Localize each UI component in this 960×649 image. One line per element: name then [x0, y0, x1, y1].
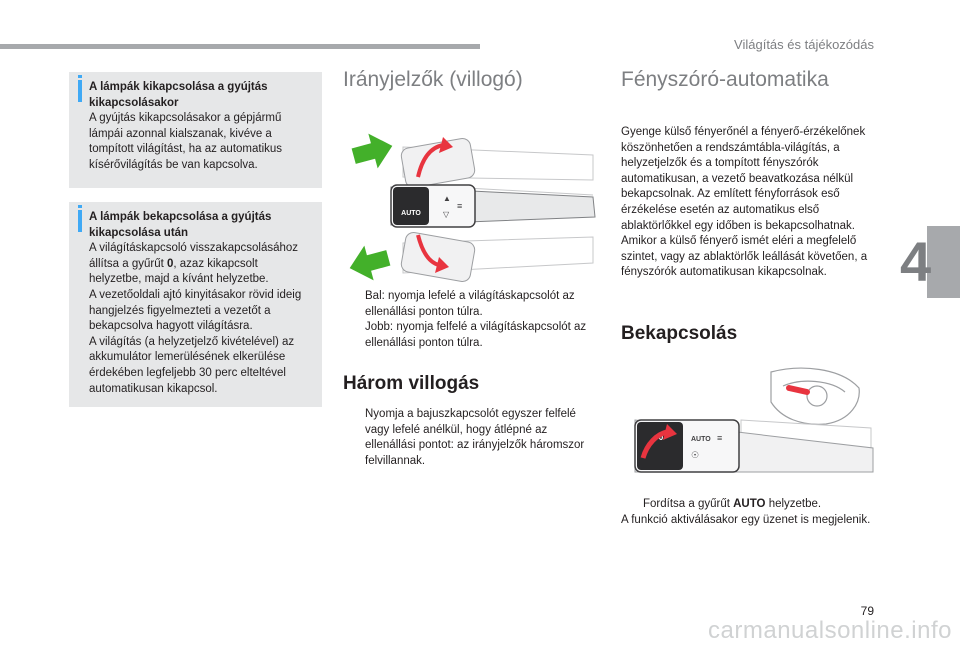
info-box-lights-off [69, 72, 322, 188]
arrow-left-green [345, 240, 393, 285]
bullet-right: Jobb: nyomja felfelé a világításkapcsolót az ellenállási ponton túlra. [365, 321, 587, 349]
info-box-lights-on [69, 202, 322, 407]
switch-on-instructions [621, 497, 876, 528]
auto-headlights-text-1: Gyenge külső fényerőnél a fényerő-érzékelőnek köszönhetően a rendszámtábla-világítás, a helyzetjelzők és a tompított fényszórók automatikusan, a vezető beavatkozása nélkül bekapcsolnak. Az említett fényforrások eső érzékelése esetén az automatikus első ablaktörlőkkel egy időben is bekapcsolhatnak. [621, 126, 866, 232]
chapter-number: 4 [900, 230, 932, 293]
bullet-turn-ring: Fordítsa a gyűrűt AUTO helyzetbe. [643, 498, 822, 510]
info-box-text-1: A világításkapcsoló visszakapcsolásához állítsa a gyűrűt 0, azaz kikapcsolt helyzetbe, majd a kívánt helyzetbe. [89, 242, 299, 286]
bullet-left: Bal: nyomja lefelé a világításkapcsolót az ellenállási ponton túlra. [365, 290, 575, 318]
info-icon [78, 210, 82, 232]
stalk-red-marker [789, 388, 807, 392]
svg-text:≡: ≡ [457, 201, 463, 211]
info-icon-dot [78, 75, 82, 78]
svg-text:▽: ▽ [443, 210, 450, 219]
svg-text:0: 0 [658, 433, 664, 442]
arrow-right-green [349, 128, 397, 173]
top-rule [0, 44, 480, 49]
info-box-text: A gyújtás kikapcsolásakor a gépjármű lámpái azonnal kialszanak, kivéve a tompított világítást, ha az automatikus kísérővilágítás be van kapcsolva. [89, 112, 283, 171]
info-box-title: A lámpák kikapcsolása a gyújtás kikapcsolásakor [89, 81, 268, 109]
three-flashes-instructions [343, 407, 598, 469]
svg-text:≡: ≡ [717, 433, 723, 443]
info-box-title: A lámpák bekapcsolása a gyújtás kikapcsolása után [89, 211, 272, 239]
page-number: 79 [860, 604, 874, 618]
info-icon-dot [78, 205, 82, 208]
activation-message-note: A funkció aktiválásakor egy üzenet is megjelenik. [621, 513, 871, 526]
heading-turn-signals: Irányjelzők (villogó) [343, 68, 523, 91]
turn-signal-stalk-illustration [343, 125, 605, 295]
auto-label: AUTO [691, 436, 711, 443]
section-title: Világítás és tájékozódás [734, 37, 874, 52]
info-icon [78, 80, 82, 102]
svg-text:▲: ▲ [443, 194, 451, 203]
auto-ring-illustration [621, 362, 876, 492]
svg-text:☉: ☉ [691, 450, 700, 460]
auto-headlights-description [621, 125, 876, 281]
heading-three-flashes: Három villogás [343, 373, 480, 394]
turn-signal-instructions [343, 289, 598, 351]
auto-label: AUTO [401, 210, 421, 217]
info-box-text-3: A világítás (a helyzetjelző kivételével) az akkumulátor lemerülésének elkerülése érdekében legfeljebb 30 perc elteltével automatikusan kikapcsol. [89, 335, 295, 395]
auto-headlights-text-2: Amikor a külső fényerő ismét eléri a megfelelő szintet, vagy az ablaktörlők leállását követően, a fényszórók automatikusan kikapcsolnak. [621, 235, 868, 279]
heading-auto-headlights: Fényszóró-automatika [621, 68, 829, 91]
watermark: carmanualsonline.info [708, 617, 952, 644]
info-box-text-2: A vezetőoldali ajtó kinyitásakor rövid ideig hangjelzés figyelmezteti a vezetőt a bekapcsolva hagyott világításra. [89, 288, 302, 333]
heading-switch-on: Bekapcsolás [621, 323, 738, 344]
bullet-three-flashes: Nyomja a bajuszkapcsolót egyszer felfelé vagy lefelé anélkül, hogy átlépné az ellenállási pontot: az irányjelzők háromszor felvillannak. [365, 408, 585, 467]
